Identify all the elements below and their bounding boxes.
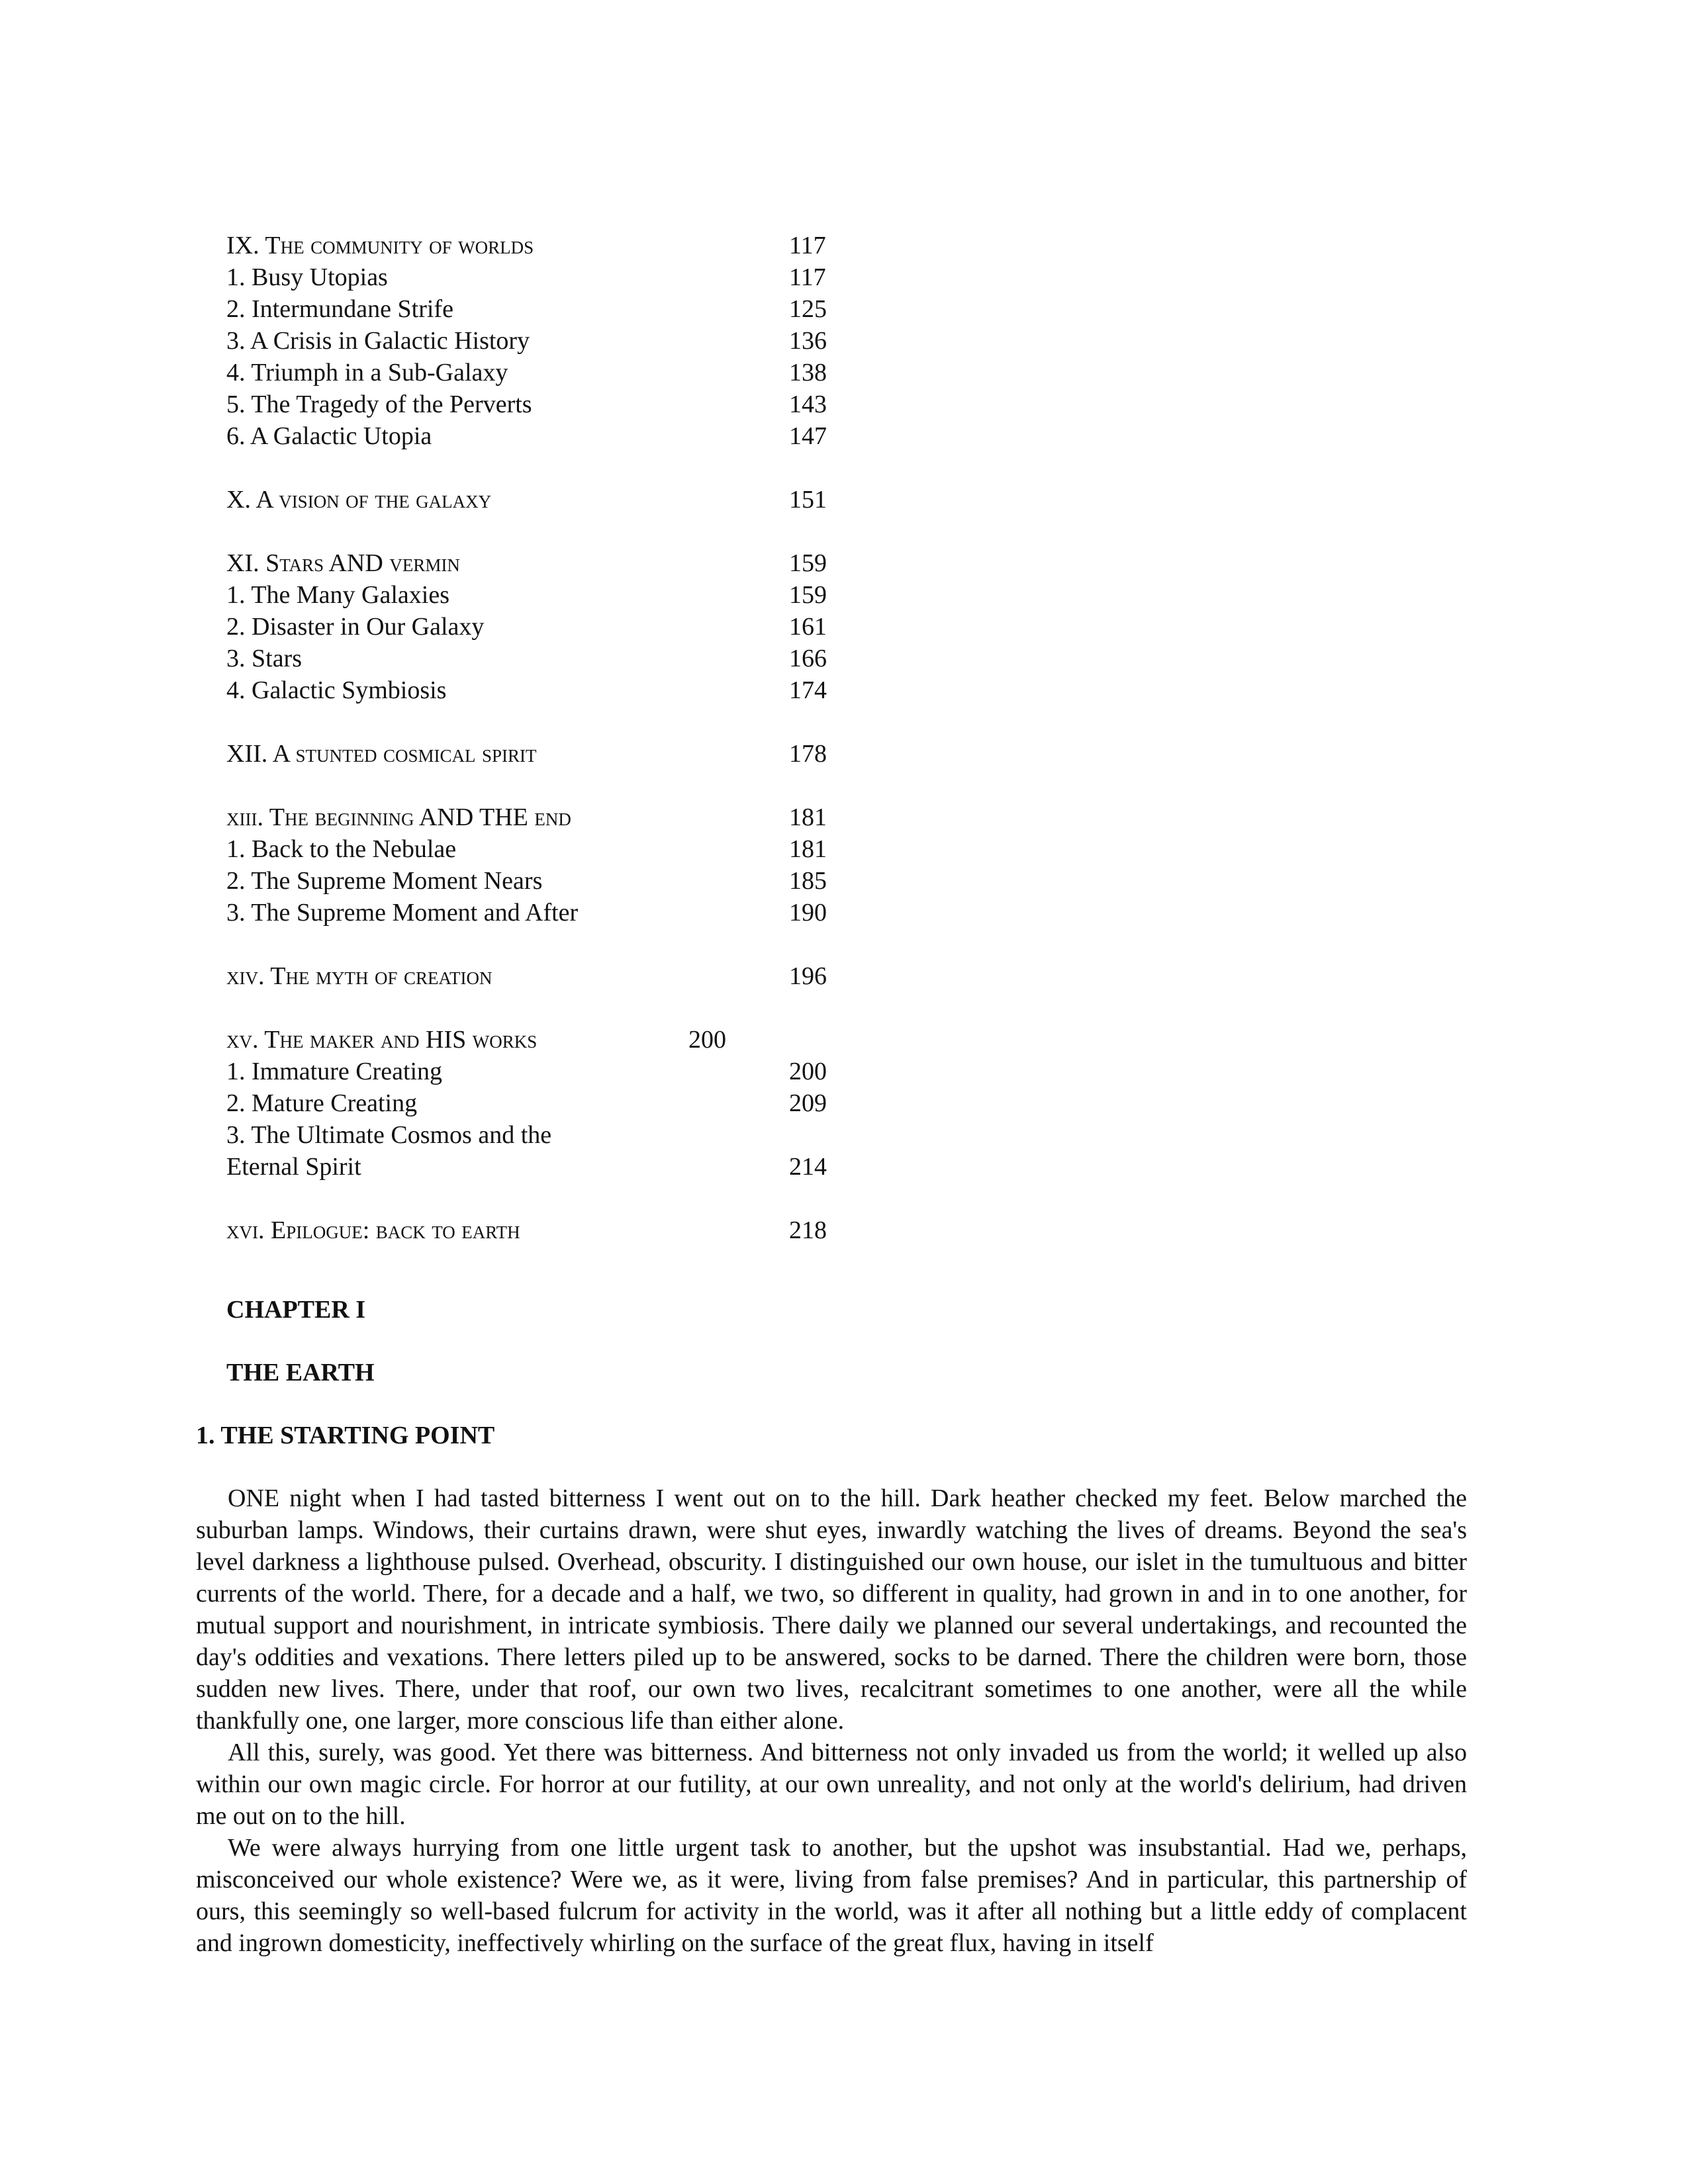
toc-entry	[226, 230, 888, 261]
chapter-label: CHAPTER I	[226, 1296, 366, 1324]
toc-entry-page: 159	[789, 549, 827, 577]
paragraph: ONE night when I had tasted bitterness I went out on to the hill. Dark heather checked my feet. Below marched the suburban lamps. Windows, their curtains drawn, were shut eyes, inwardly watching the lives of dreams. Beyond the sea's level darkness a lighthouse pulsed. Overhead, obscurity. I distinguished our own house, our islet in the tumultuous and bitter currents of the world. There, for a decade and a half, we two, so different in quality, had grown in and in to one another, for mutual support and nourishment, in intricate symbiosis. There daily we planned our several undertakings, and recounted the day's oddities and vexations. There letters piled up to be answered, socks to be darned. There the children were born, those sudden new lives. There, under that roof, our own two lives, recalcitrant sometimes to one another, were all the while thankfully one, one larger, more conscious life than either alone.	[196, 1484, 1467, 1735]
toc-entry-title: 3. Stars	[226, 645, 302, 672]
toc-entry	[226, 1056, 888, 1087]
toc-entry-page: 200	[688, 1026, 726, 1054]
toc-entry-title: 1. Back to the Nebulae	[226, 835, 457, 863]
toc-entry	[226, 261, 888, 293]
toc-entry-title: 3. The Supreme Moment and After	[226, 899, 579, 927]
toc-entry-title: 2. The Supreme Moment Nears	[226, 867, 543, 895]
toc-entry	[226, 1119, 888, 1151]
toc-entry-title: 2. Intermundane Strife	[226, 295, 453, 323]
toc-entry-title: XII. A stunted cosmical spirit	[226, 740, 537, 768]
table-of-contents	[226, 230, 888, 1246]
toc-entry-title: xiii. The beginning AND THE end	[226, 803, 571, 831]
toc-entry-title: XI. Stars AND vermin	[226, 549, 460, 577]
toc-entry-title: IX. The community of worlds	[226, 232, 534, 259]
toc-entry	[226, 738, 888, 770]
toc-entry-title: 4. Galactic Symbiosis	[226, 676, 447, 704]
toc-entry-title: 3. A Crisis in Galactic History	[226, 327, 530, 355]
toc-entry-page: 209	[789, 1089, 827, 1117]
toc-entry-page: 138	[789, 359, 827, 387]
toc-entry	[226, 1151, 888, 1183]
toc-entry-page: 174	[789, 676, 827, 704]
toc-entry	[226, 325, 888, 357]
toc-entry	[226, 1214, 888, 1246]
toc-entry-page: 147	[789, 422, 827, 450]
chapter-title: THE EARTH	[226, 1359, 375, 1387]
toc-entry-title: 5. The Tragedy of the Perverts	[226, 390, 532, 418]
toc-entry-page: 181	[789, 803, 827, 831]
toc-entry-title: 3. The Ultimate Cosmos and the	[226, 1121, 552, 1149]
toc-entry-page: 143	[789, 390, 827, 418]
toc-entry-title: 2. Disaster in Our Galaxy	[226, 613, 485, 641]
toc-entry	[226, 420, 888, 452]
toc-entry-page: 196	[789, 962, 827, 990]
toc-entry-page: 136	[789, 327, 827, 355]
toc-entry-title: Eternal Spirit	[226, 1153, 361, 1181]
toc-entry	[226, 1087, 888, 1119]
toc-entry	[226, 293, 888, 325]
toc-spacer	[226, 516, 888, 547]
toc-entry	[226, 484, 888, 516]
toc-entry	[226, 388, 888, 420]
toc-entry-page: 200	[789, 1058, 827, 1085]
toc-entry-page: 214	[789, 1153, 827, 1181]
paragraph: We were always hurrying from one little urgent task to another, but the upshot was insubstantial. Had we, perhaps, misconceived our whole existence? Were we, as it were, living from false premises? And in particular, this partnership of ours, this seemingly so well-based fulcrum for activity in the world, was it after all nothing but a little eddy of complacent and ingrown domesticity, ineffectively whirling on the surface of the great flux, having in itself	[196, 1834, 1467, 1957]
toc-spacer	[226, 452, 888, 484]
toc-entry-title: 1. Immature Creating	[226, 1058, 443, 1085]
toc-entry-page: 151	[789, 486, 827, 514]
toc-entry	[226, 897, 888, 929]
toc-entry-page: 190	[789, 899, 827, 927]
toc-entry	[226, 579, 888, 611]
paragraph: All this, surely, was good. Yet there was bitterness. And bitterness not only invaded us from the world; it welled up also within our own magic circle. For horror at our futility, at our own unreality, and not only at the world's delirium, had driven me out on to the hill.	[196, 1739, 1467, 1830]
toc-entry-title: xvi. Epilogue: back to earth	[226, 1216, 520, 1244]
toc-entry-title: 1. Busy Utopias	[226, 263, 388, 291]
toc-spacer	[226, 1183, 888, 1214]
toc-entry-page: 125	[789, 295, 827, 323]
toc-entry-title: xiv. The myth of creation	[226, 962, 492, 990]
toc-entry-page: 218	[789, 1216, 827, 1244]
toc-entry-title: xv. The maker and HIS works	[226, 1026, 538, 1054]
toc-entry-page: 178	[789, 740, 827, 768]
toc-entry	[226, 674, 888, 706]
toc-entry-page: 159	[789, 581, 827, 609]
toc-spacer	[226, 929, 888, 960]
toc-entry-page: 181	[789, 835, 827, 863]
toc-entry	[226, 1024, 888, 1056]
section-title: 1. THE STARTING POINT	[196, 1422, 495, 1449]
toc-entry-title: 2. Mature Creating	[226, 1089, 418, 1117]
toc-entry-title: X. A vision of the galaxy	[226, 486, 492, 514]
toc-spacer	[226, 706, 888, 738]
toc-entry-page: 161	[789, 613, 827, 641]
toc-entry-page: 117	[789, 232, 826, 259]
toc-entry	[226, 357, 888, 388]
toc-entry-page: 166	[789, 645, 827, 672]
toc-entry-page: 117	[789, 263, 826, 291]
toc-entry-page: 185	[789, 867, 827, 895]
toc-entry-title: 6. A Galactic Utopia	[226, 422, 432, 450]
body-text	[196, 1482, 1467, 1959]
toc-spacer	[226, 992, 888, 1024]
toc-entry	[226, 833, 888, 865]
toc-entry	[226, 547, 888, 579]
toc-entry-title: 1. The Many Galaxies	[226, 581, 449, 609]
toc-entry-title: 4. Triumph in a Sub-Galaxy	[226, 359, 508, 387]
toc-entry	[226, 865, 888, 897]
toc-spacer	[226, 770, 888, 801]
toc-entry	[226, 801, 888, 833]
toc-entry	[226, 960, 888, 992]
toc-entry	[226, 611, 888, 643]
toc-entry	[226, 643, 888, 674]
